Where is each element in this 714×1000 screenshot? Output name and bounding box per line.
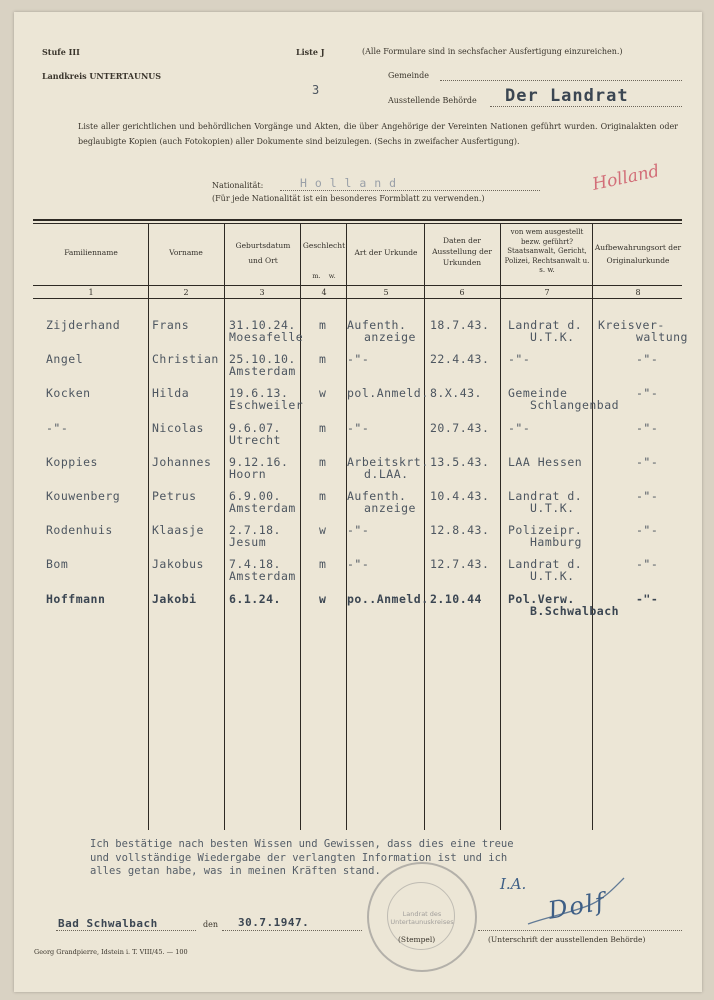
col-header-geschlecht-sub: m. w. xyxy=(312,272,336,280)
cell-familienname: -"- xyxy=(46,420,69,435)
cell-von-line1: Gemeinde xyxy=(508,386,568,401)
cell-geschlecht: m xyxy=(319,352,327,367)
intro-paragraph: Liste aller gerichtlichen und behördlichen Vorgänge und Akten, die über Angehörige der Vereinten Nationen geführt wurden. Originalakten oder beglaubigte Kopien (auch Fotokopien) aller Dokumente sind beizulegen. (Sechs in zweifacher Ausfertigung). xyxy=(78,122,678,146)
cell-geschlecht: m xyxy=(319,557,327,572)
cell-datum: 22.4.43. xyxy=(430,352,490,367)
official-stamp xyxy=(367,862,477,972)
col-header-geschlecht: Geschlecht xyxy=(302,241,346,250)
cell-geburt-datum: 25.10.10. xyxy=(229,352,296,367)
cell-art-line2: anzeige xyxy=(364,501,416,515)
col-number-1: 1 xyxy=(88,288,94,297)
gemeinde-label: Gemeinde xyxy=(388,71,430,80)
cell-geburt-datum: 7.4.18. xyxy=(229,557,281,572)
place-line xyxy=(56,930,196,931)
cell-ort-line1: Kreisver- xyxy=(598,318,665,332)
unterschrift-label: (Unterschrift der ausstellenden Behörde) xyxy=(488,935,646,944)
cell-art-line1: pol.Anmeld. xyxy=(347,386,429,401)
printer-imprint: Georg Grandpierre, Idstein i. T. VIII/45. — 100 xyxy=(34,948,188,956)
cell-datum: 20.7.43. xyxy=(430,420,490,435)
cell-datum: 2.10.44 xyxy=(430,591,482,606)
cell-geburt-datum: 9.6.07. xyxy=(229,420,281,435)
cell-ort-line1: -"- xyxy=(636,386,659,401)
stufe-label: Stufe III xyxy=(42,47,80,57)
cell-geburt-ort: Utrecht xyxy=(229,432,281,447)
cell-vorname: Frans xyxy=(152,318,190,332)
cell-von-line2: U.T.K. xyxy=(530,501,575,515)
col-header-familienname: Familienname xyxy=(64,248,118,257)
cell-geburt-ort: Amsterdam xyxy=(229,364,296,379)
col-number-3: 3 xyxy=(259,288,265,297)
col-divider-2 xyxy=(224,223,225,830)
cell-von-line2: U.T.K. xyxy=(530,330,575,344)
cell-datum: 18.7.43. xyxy=(430,318,490,332)
col-divider-6 xyxy=(500,223,501,830)
cell-familienname: Hoffmann xyxy=(46,591,106,606)
cell-familienname: Bom xyxy=(46,557,69,572)
cell-art-line1: -"- xyxy=(347,523,370,538)
cell-geburt-datum: 9.12.16. xyxy=(229,454,289,469)
cell-von-line1: LAA Hessen xyxy=(508,454,583,469)
cell-ort-line1: -"- xyxy=(636,591,659,606)
col-divider-5 xyxy=(424,223,425,830)
cell-ort-line1: -"- xyxy=(636,557,659,572)
signature-prefix: I.A. xyxy=(500,875,527,893)
liste-label: Liste J xyxy=(296,47,325,57)
cell-geschlecht: w xyxy=(319,523,327,538)
cell-datum: 13.5.43. xyxy=(430,454,490,469)
cell-ort-line2: waltung xyxy=(636,330,688,344)
cell-familienname: Kouwenberg xyxy=(46,489,121,503)
cell-von-line1: -"- xyxy=(508,352,531,367)
cell-geschlecht: w xyxy=(319,591,327,606)
cell-geburt-ort: Moesafelle xyxy=(229,330,304,344)
cell-art-line1: Arbeitskrt. xyxy=(347,454,429,469)
signature: Dolf xyxy=(546,887,609,925)
behoerde-label: Ausstellende Behörde xyxy=(388,96,477,105)
cell-datum: 10.4.43. xyxy=(430,489,490,503)
col-number-8: 8 xyxy=(635,288,641,297)
pencil-mark: Holland xyxy=(590,161,662,195)
cell-datum: 12.7.43. xyxy=(430,557,490,572)
cell-von-line1: Landrat d. xyxy=(508,318,583,332)
col-header-vorname: Vorname xyxy=(169,248,203,257)
nationality-label: Nationalität: xyxy=(212,181,264,190)
cell-familienname: Koppies xyxy=(46,454,98,469)
cell-datum: 8.X.43. xyxy=(430,386,482,401)
place-value: Bad Schwalbach xyxy=(58,917,158,930)
cell-familienname: Rodenhuis xyxy=(46,523,113,538)
cell-familienname: Kocken xyxy=(46,386,91,401)
cell-geburt-datum: 6.9.00. xyxy=(229,489,281,503)
cell-art-line2: anzeige xyxy=(364,330,416,344)
table-top-border xyxy=(33,219,682,221)
behoerde-value: Der Landrat xyxy=(505,86,629,106)
cell-art-line1: Aufenth. xyxy=(347,318,407,332)
cell-von-line2: B.Schwalbach xyxy=(530,603,620,618)
nationality-note: (Für jede Nationalität ist ein besonderes Formblatt zu verwenden.) xyxy=(212,194,485,203)
page-number: 3 xyxy=(312,83,320,97)
cell-geschlecht: m xyxy=(319,489,327,503)
cell-geburt-ort: Amsterdam xyxy=(229,569,296,584)
col-header-art: Art der Urkunde xyxy=(354,248,418,257)
col-header-geburt: Geburtsdatum und Ort xyxy=(235,241,291,265)
cell-vorname: Klaasje xyxy=(152,523,204,538)
cell-geschlecht: m xyxy=(319,454,327,469)
cell-art-line1: -"- xyxy=(347,557,370,572)
col-number-5: 5 xyxy=(383,288,389,297)
numbers-divider xyxy=(33,298,682,299)
cell-art-line1: -"- xyxy=(347,420,370,435)
cell-geburt-datum: 6.1.24. xyxy=(229,591,281,606)
cell-von-line1: Landrat d. xyxy=(508,557,583,572)
signature-stroke xyxy=(520,874,630,934)
confirmation-line-1: Ich bestätige nach besten Wissen und Gewissen, dass dies eine treue xyxy=(90,838,514,850)
cell-vorname: Petrus xyxy=(152,489,197,503)
cell-von-line1: Pol.Verw. xyxy=(508,591,575,606)
cell-ort-line1: -"- xyxy=(636,454,659,469)
cell-art-line1: Aufenth. xyxy=(347,489,407,503)
cell-von-line1: -"- xyxy=(508,420,531,435)
col-divider-3 xyxy=(300,223,301,830)
cell-ort-line1: -"- xyxy=(636,523,659,538)
col-divider-7 xyxy=(592,223,593,830)
cell-geburt-datum: 19.6.13. xyxy=(229,386,289,401)
col-header-von-wem: von wem ausgestellt bezw. geführt? Staatsanwalt, Gericht, Polizei, Rechtsanwalt u. s. w. xyxy=(504,228,590,274)
cell-art-line1: -"- xyxy=(347,352,370,367)
cell-von-line1: Landrat d. xyxy=(508,489,583,503)
cell-ort-line1: -"- xyxy=(636,489,659,503)
gemeinde-line xyxy=(440,80,682,81)
date-line xyxy=(222,930,362,931)
col-number-7: 7 xyxy=(544,288,550,297)
confirmation-line-2: und vollständige Wiedergabe der verlangten Information ist und ich xyxy=(90,851,508,864)
cell-von-line2: U.T.K. xyxy=(530,569,575,584)
cell-datum: 12.8.43. xyxy=(430,523,490,538)
table-top-border-thin xyxy=(33,223,682,224)
cell-geburt-ort: Amsterdam xyxy=(229,501,296,515)
cell-von-line2: Hamburg xyxy=(530,535,582,550)
cell-geburt-ort: Hoorn xyxy=(229,466,267,481)
cell-geschlecht: w xyxy=(319,386,327,401)
cell-art-line1: po..Anmeld. xyxy=(347,591,429,606)
landkreis-label: Landkreis UNTERTAUNUS xyxy=(42,71,162,81)
cell-geburt-datum: 2.7.18. xyxy=(229,523,281,538)
cell-vorname: Johannes xyxy=(152,454,212,469)
stempel-label: (Stempel) xyxy=(398,935,436,944)
formulare-note: (Alle Formulare sind in sechsfacher Ausfertigung einzureichen.) xyxy=(362,47,623,56)
col-number-6: 6 xyxy=(459,288,465,297)
cell-vorname: Jakobus xyxy=(152,557,204,572)
cell-geburt-ort: Jesum xyxy=(229,535,267,550)
col-number-4: 4 xyxy=(321,288,327,297)
cell-ort-line1: -"- xyxy=(636,420,659,435)
cell-vorname: Christian xyxy=(152,352,219,367)
behoerde-line xyxy=(490,106,682,107)
cell-vorname: Jakobi xyxy=(152,591,197,606)
col-header-aufbewahrung: Aufbewahrungsort der Originalurkunde xyxy=(594,243,682,265)
header-divider xyxy=(33,285,682,286)
cell-familienname: Angel xyxy=(46,352,84,367)
cell-geschlecht: m xyxy=(319,318,327,332)
cell-art-line2: d.LAA. xyxy=(364,466,409,481)
cell-von-line2: Schlangenbad xyxy=(530,398,620,413)
nationality-value: H o l l a n d xyxy=(300,176,397,190)
cell-geschlecht: m xyxy=(319,420,327,435)
col-number-2: 2 xyxy=(183,288,189,297)
cell-vorname: Nicolas xyxy=(152,420,204,435)
confirmation-text xyxy=(90,838,590,879)
cell-ort-line1: -"- xyxy=(636,352,659,367)
nationality-line xyxy=(280,190,540,191)
stamp-text: Landrat des Untertaunuskreises xyxy=(390,910,454,926)
cell-geburt-datum: 31.10.24. xyxy=(229,318,296,332)
confirmation-line-3: alles getan habe, was in meinen Kräften stand. xyxy=(90,865,381,877)
col-divider-1 xyxy=(148,223,149,830)
cell-vorname: Hilda xyxy=(152,386,190,401)
date-value: 30.7.1947. xyxy=(238,916,310,929)
col-header-daten: Daten der Ausstellung der Urkunden xyxy=(432,236,492,267)
cell-familienname: Zijderhand xyxy=(46,318,121,332)
den-label: den xyxy=(203,920,219,929)
cell-geburt-ort: Eschweiler xyxy=(229,398,304,413)
cell-von-line1: Polizeipr. xyxy=(508,523,583,538)
